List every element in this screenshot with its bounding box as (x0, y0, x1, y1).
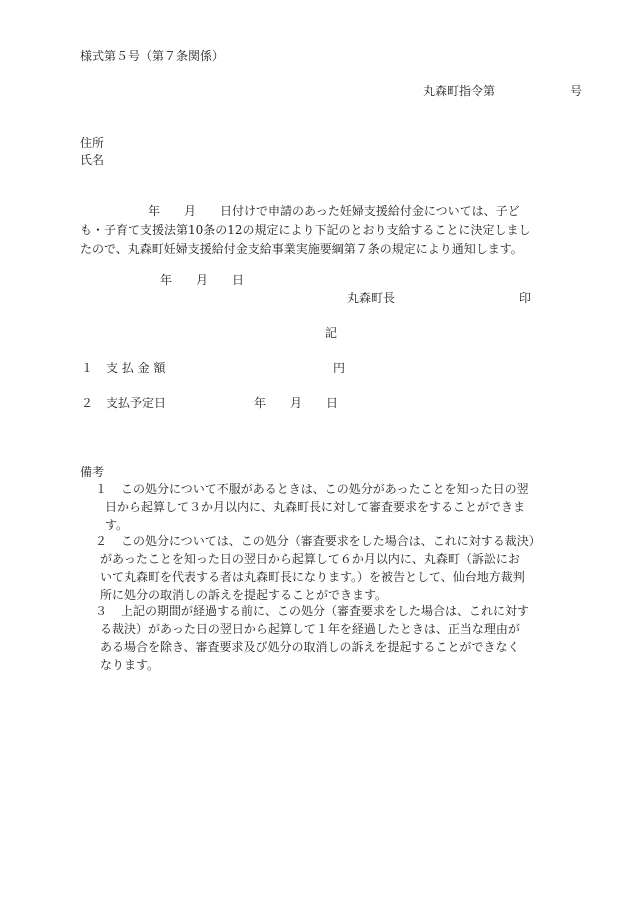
body-paragraph (80, 203, 580, 260)
body-line: 年 月 日付けで申請のあった妊婦支援給付金については、子ど (148, 204, 520, 218)
note-text: いて丸森町を代表する者は丸森町長になります。）を被告として、仙台地方裁判 (100, 570, 525, 584)
body-line: たので、丸森町妊婦支援給付金支給事業実施要綱第７条の規定により通知します。 (80, 242, 523, 256)
body-line: も・子育て支援法第10条の12の規定により下記のとおり支給することに決定しまし (80, 223, 531, 237)
reference-number-suffix: 号 (570, 84, 583, 98)
payment-amount-unit: 円 (333, 361, 346, 375)
note-item (80, 533, 580, 605)
note-number: ２ (95, 534, 108, 548)
item-number: ２ (81, 396, 94, 410)
note-text: があったことを知った日の翌日から起算して６か月以内に、丸森町（訴訟にお (100, 552, 520, 566)
name-label: 氏名 (80, 153, 105, 167)
note-text: 上記の期間が経過する前に、この処分（審査要求をした場合は、これに対す (121, 604, 530, 618)
note-text: す。 (105, 518, 129, 532)
note-text: なります。 (100, 658, 160, 672)
note-text: この処分については、この処分（審査要求をした場合は、これに対する裁決） (121, 534, 541, 548)
issue-date: 年 月 日 (160, 273, 245, 287)
payment-amount-label: 支 払 金 額 (106, 361, 166, 375)
notes-title: 備考 (80, 465, 105, 479)
payment-date-label: 支払予定日 (106, 396, 167, 410)
reference-number-prefix: 丸森町指令第 (423, 84, 496, 98)
address-label: 住所 (80, 136, 105, 150)
item-number: １ (81, 361, 94, 375)
payment-date-value: 年 月 日 (254, 396, 339, 410)
note-item (80, 603, 580, 675)
note-text: ある場合を除き、審査要求及び処分の取消しの訴えを提起することができなく (100, 640, 520, 654)
note-text: この処分について不服があるときは、この処分があったことを知った日の翌 (121, 482, 529, 496)
note-text: る裁決）があった日の翌日から起算して１年を経過したときは、正当な理由が (100, 622, 520, 636)
note-number: １ (95, 482, 108, 496)
note-text: 所に処分の取消しの訴えを提起することができます。 (100, 588, 388, 602)
ki-heading: 記 (325, 326, 338, 340)
form-number: 様式第５号（第７条関係） (80, 49, 225, 63)
seal-mark: 印 (519, 291, 532, 305)
issuer-title: 丸森町長 (347, 291, 396, 305)
note-item (80, 481, 580, 535)
note-text: 日から起算して３か月以内に、丸森町長に対して審査要求をすることができま (105, 500, 526, 514)
note-number: ３ (95, 604, 108, 618)
